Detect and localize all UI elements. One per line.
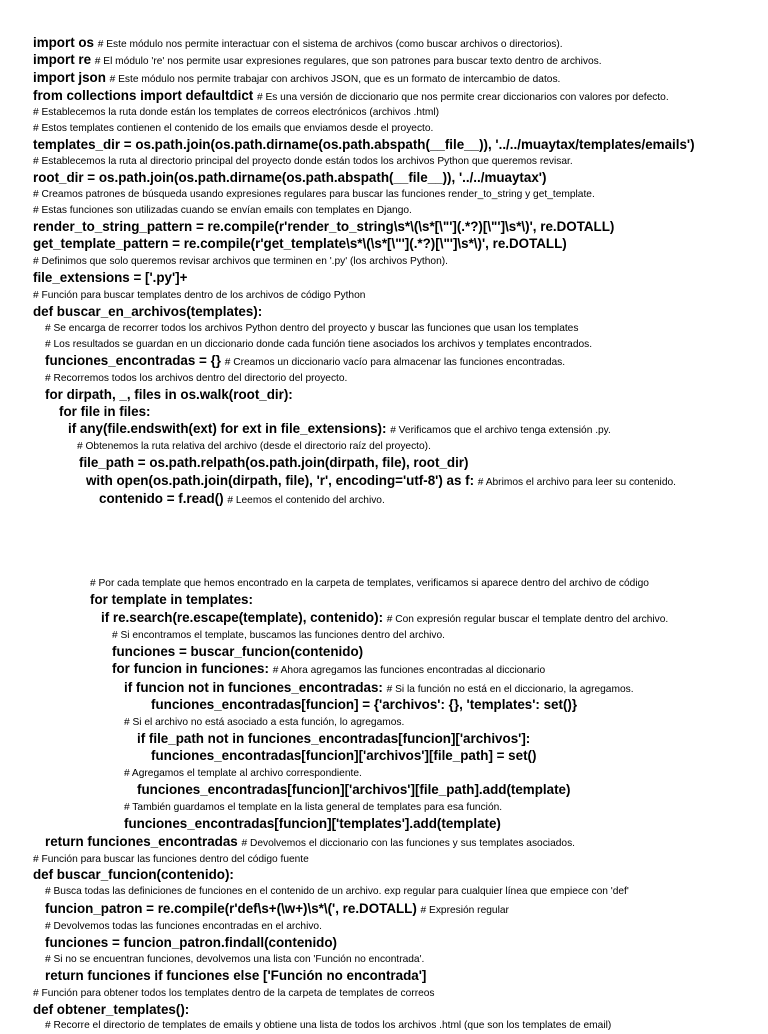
inline-comment: # Creamos un diccionario vacío para almacenar las funciones encontradas. — [224, 357, 566, 368]
code-line — [68, 420, 611, 439]
code-text: funcion_patron = re.compile(r'def\s+(\w+)\s*\(', re.DOTALL) — [45, 901, 417, 916]
code-line: def buscar_funcion(contenido): — [33, 867, 234, 882]
code-line — [45, 833, 575, 852]
comment-line: # Devolvemos todas las funciones encontradas en el archivo. — [45, 921, 322, 932]
code-line — [33, 51, 602, 70]
code-line: if file_path not in funciones_encontradas[funcion]['archivos']: — [137, 731, 531, 746]
comment-line: # Por cada template que hemos encontrado en la carpeta de templates, verificamos si aparece dentro del archivo de código — [90, 578, 649, 589]
code-line: render_to_string_pattern = re.compile(r'render_to_string\s*\(\s*[\"'](.*?)[\"']\s*\)', re.DOTALL) — [33, 219, 615, 234]
code-line: def buscar_en_archivos(templates): — [33, 304, 263, 319]
code-text: import re — [33, 52, 92, 67]
comment-line: # Se encarga de recorrer todos los archivos Python dentro del proyecto y buscar las funciones que usan los templates — [45, 323, 579, 334]
comment-line: # Estas funciones son utilizadas cuando se envían emails con templates en Django. — [33, 205, 412, 216]
inline-comment: # Expresión regular — [420, 905, 509, 916]
comment-line: # Función para buscar templates dentro de los archivos de código Python — [33, 290, 366, 301]
code-line: funciones_encontradas[funcion] = {'archivos': {}, 'templates': set()} — [151, 697, 578, 712]
comment-line: # Función para obtener todos los templates dentro de la carpeta de templates de correos — [33, 988, 435, 999]
code-text: import json — [33, 70, 106, 85]
comment-line: # Definimos que solo queremos revisar archivos que terminen en '.py' (los archivos Python). — [33, 256, 448, 267]
code-line: root_dir = os.path.join(os.path.dirname(os.path.abspath(__file__)), '../../muaytax') — [33, 170, 547, 185]
inline-comment: # Si la función no está en el diccionario, la agregamos. — [386, 684, 634, 695]
comment-line: # Si no se encuentran funciones, devolvemos una lista con 'Función no encontrada'. — [45, 954, 425, 965]
code-text: with open(os.path.join(dirpath, file), 'r', encoding='utf-8') as f: — [86, 473, 475, 488]
comment-line: # Agregamos el template al archivo correspondiente. — [124, 768, 362, 779]
code-line — [45, 352, 565, 371]
inline-comment: # Devolvemos el diccionario con las funciones y sus templates asociados. — [241, 838, 575, 849]
comment-line: # Función para buscar las funciones dentro del código fuente — [33, 854, 309, 865]
inline-comment: # Es una versión de diccionario que nos permite crear diccionarios con valores por defecto. — [256, 92, 669, 103]
code-text: if funcion not in funciones_encontradas: — [124, 680, 383, 695]
code-line — [99, 490, 385, 509]
code-line — [112, 660, 545, 679]
code-line: for template in templates: — [90, 592, 253, 607]
comment-line: # Si encontramos el template, buscamos las funciones dentro del archivo. — [112, 630, 445, 641]
code-text: funciones_encontradas = {} — [45, 353, 221, 368]
inline-comment: # Ahora agregamos las funciones encontradas al diccionario — [272, 665, 546, 676]
code-line — [33, 69, 560, 88]
code-text: if re.search(re.escape(template), contenido): — [101, 610, 384, 625]
code-line: for file in files: — [59, 404, 151, 419]
comment-line: # Establecemos la ruta al directorio principal del proyecto donde están todos los archivos Python que queremos revisar. — [33, 156, 573, 167]
code-line: funciones = buscar_funcion(contenido) — [112, 644, 364, 659]
code-line: funciones_encontradas[funcion]['archivos'][file_path] = set() — [151, 748, 537, 763]
code-text: return funciones_encontradas — [45, 834, 238, 849]
code-line: file_path = os.path.relpath(os.path.join(dirpath, file), root_dir) — [79, 455, 469, 470]
inline-comment: # Abrimos el archivo para leer su contenido. — [477, 477, 676, 488]
code-line: return funciones if funciones else ['Función no encontrada'] — [45, 968, 427, 983]
code-line: def obtener_templates(): — [33, 1002, 190, 1017]
comment-line: # Estos templates contienen el contenido de los emails que enviamos desde el proyecto. — [33, 123, 434, 134]
inline-comment: # Con expresión regular buscar el template dentro del archivo. — [386, 614, 669, 625]
inline-comment: # El módulo 're' nos permite usar expresiones regulares, que son patrones para buscar texto dentro de archivos. — [94, 56, 602, 67]
inline-comment: # Leemos el contenido del archivo. — [227, 495, 385, 506]
code-line — [45, 900, 509, 919]
code-text: from collections import defaultdict — [33, 88, 254, 103]
comment-line: # También guardamos el template en la lista general de templates para esa función. — [124, 802, 503, 813]
code-line: templates_dir = os.path.join(os.path.dirname(os.path.abspath(__file__)), '../../muaytax/templates/emails') — [33, 137, 695, 152]
code-text: if any(file.endswith(ext) for ext in file_extensions): — [68, 421, 387, 436]
inline-comment: # Verificamos que el archivo tenga extensión .py. — [390, 425, 611, 436]
code-line: funciones = funcion_patron.findall(contenido) — [45, 935, 337, 950]
comment-line: # Recorremos todos los archivos dentro del directorio del proyecto. — [45, 373, 348, 384]
comment-line: # Los resultados se guardan en un diccionario donde cada función tiene asociados los archivos y templates encontrados. — [45, 339, 593, 350]
code-line — [86, 472, 676, 491]
code-line: for dirpath, _, files in os.walk(root_dir): — [45, 387, 293, 402]
inline-comment: # Este módulo nos permite trabajar con archivos JSON, que es un formato de intercambio de datos. — [109, 74, 561, 85]
comment-line: # Busca todas las definiciones de funciones en el contenido de un archivo. exp regular para cualquier línea que empiece con 'def' — [45, 886, 629, 897]
code-line: funciones_encontradas[funcion]['archivos'][file_path].add(template) — [137, 782, 571, 797]
code-text: for funcion in funciones: — [112, 661, 269, 676]
comment-line: # Recorre el directorio de templates de emails y obtiene una lista de todos los archivos .html (que son los templates de email) — [45, 1020, 612, 1031]
inline-comment: # Este módulo nos permite interactuar con el sistema de archivos (como buscar archivos o directorios). — [97, 39, 563, 50]
code-text: contenido = f.read() — [99, 491, 224, 506]
comment-line: # Si el archivo no está asociado a esta función, lo agregamos. — [124, 717, 405, 728]
comment-line: # Creamos patrones de búsqueda usando expresiones regulares para buscar las funciones render_to_string y get_template. — [33, 189, 595, 200]
comment-line: # Establecemos la ruta donde están los templates de correos electrónicos (archivos .html) — [33, 107, 439, 118]
comment-line: # Obtenemos la ruta relativa del archivo (desde el directorio raíz del proyecto). — [77, 441, 431, 452]
code-line — [101, 609, 668, 628]
code-line: funciones_encontradas[funcion]['templates'].add(template) — [124, 816, 501, 831]
code-line: file_extensions = ['.py']+ — [33, 270, 188, 285]
code-line: get_template_pattern = re.compile(r'get_template\s*\(\s*[\"'](.*?)[\"']\s*\)', re.DOTALL) — [33, 236, 567, 251]
code-text: import os — [33, 35, 95, 50]
